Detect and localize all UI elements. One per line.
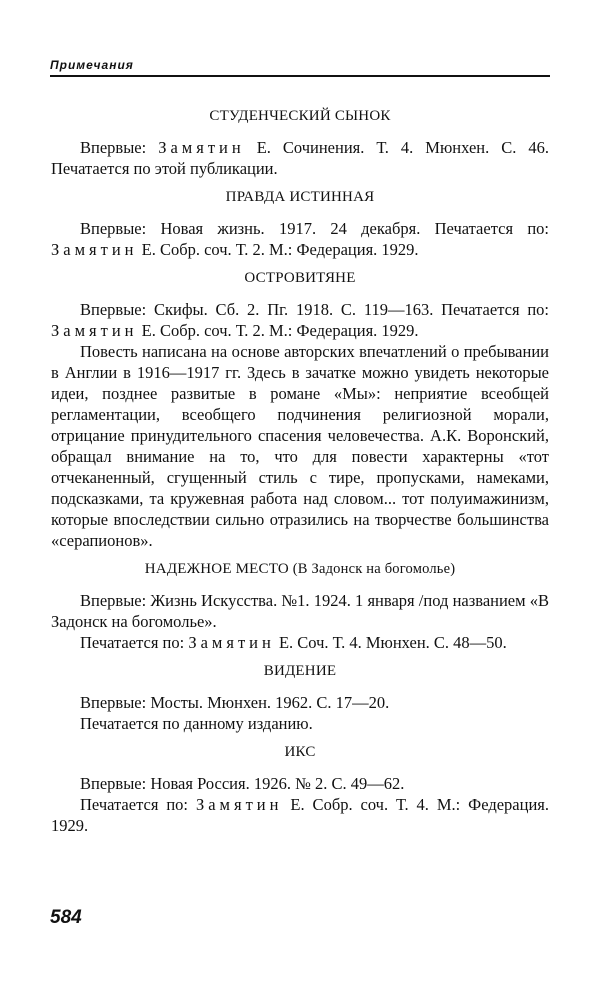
author-name: Замятин — [158, 138, 245, 157]
section-title: ПРАВДА ИСТИННАЯ — [225, 189, 375, 205]
section-title: СТУДЕНЧЕСКИЙ СЫНОК — [209, 108, 391, 124]
section-title: ИКС — [284, 744, 316, 760]
paragraph: Печатается по данному изданию. — [80, 714, 313, 733]
section-studencheskiy-synok — [51, 106, 549, 179]
author-name: Замятин — [51, 240, 138, 259]
section-ostrovityane — [51, 268, 549, 551]
paragraph: Печатается по: Замятин Е. Собр. соч. Т. 4. М.: Федерация. 1929. — [51, 795, 549, 835]
running-head — [50, 56, 550, 77]
section-title: НАДЕЖНОЕ МЕСТО (В Задонск на богомолье) — [144, 561, 456, 577]
section-title: ОСТРОВИТЯНЕ — [244, 270, 356, 286]
section-pravda-istinnaya — [51, 187, 549, 260]
section-videnie — [51, 661, 549, 734]
page-number: 584 — [50, 907, 82, 928]
paragraph: Впервые: Новая жизнь. 1917. 24 декабря. Печатается по: Замятин Е. Собр. соч. Т. 2. М.: Федерация. 1929. — [51, 219, 549, 259]
author-name: Замятин — [195, 795, 283, 814]
section-iks — [51, 742, 549, 836]
paragraph: Впервые: Новая Россия. 1926. № 2. С. 49—62. — [80, 774, 405, 793]
paragraph: Впервые: Жизнь Искусства. №1. 1924. 1 января /под названием «В Задонск на богомолье». — [51, 591, 549, 631]
paragraph: Печатается по: Замятин Е. Соч. Т. 4. Мюнхен. С. 48—50. — [80, 633, 507, 652]
paragraph: Впервые: Замятин Е. Сочинения. Т. 4. Мюнхен. С. 46. Печатается по этой публикации. — [51, 138, 549, 178]
running-title: Примечания — [50, 58, 134, 72]
section-nadezhnoe-mesto — [51, 559, 549, 653]
paragraph: Повесть написана на основе авторских впечатлений о пребывании в Англии в 1916—1917 гг. Здесь в зачатке можно увидеть некоторые идеи, позднее развитые в романе «Мы»: неприятие всеобщей регламентации, всеобщего подчинения религиозной морали, отрицание принудительного спасения человечества. А.К. Воронский, обращал внимание на то, что для повести характерны «тот отчеканенный, сгущенный стиль с тире, пропусками, намеками, подсказками, та кружевная работа над словом... тот полуимажинизм, которые впоследствии сильно отразились на творчестве большинства «серапионов». — [51, 342, 549, 550]
page-body — [51, 100, 549, 844]
paragraph: Впервые: Мосты. Мюнхен. 1962. С. 17—20. — [80, 693, 390, 712]
section-subtitle: (В Задонск на богомолье) — [288, 561, 456, 577]
paragraph: Впервые: Скифы. Сб. 2. Пг. 1918. С. 119—163. Печатается по: Замятин Е. Собр. соч. Т. 2. М.: Федерация. 1929. — [51, 300, 549, 340]
section-title: ВИДЕНИЕ — [263, 663, 337, 679]
author-name: Замятин — [188, 633, 275, 652]
author-name: Замятин — [51, 321, 138, 340]
